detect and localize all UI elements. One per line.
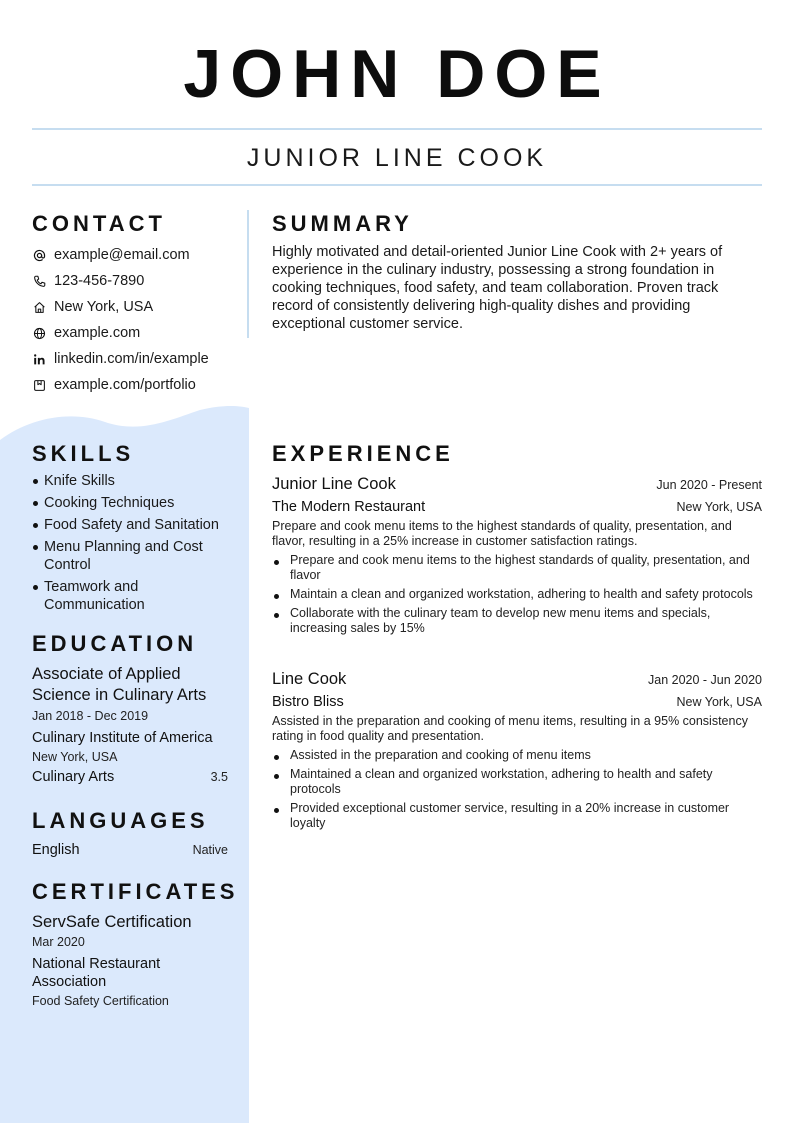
contact-linkedin[interactable] [32, 346, 242, 372]
column-divider [247, 210, 249, 338]
experience-bullet: Assisted in the preparation and cooking of menu items [272, 748, 762, 763]
contact-location [32, 294, 242, 320]
contact-portfolio[interactable] [32, 372, 242, 398]
skill-item: Teamwork and Communication [32, 578, 232, 614]
skill-item: Cooking Techniques [32, 494, 232, 512]
experience-dates: Jan 2020 - Jun 2020 [648, 673, 762, 687]
languages-heading: LANGUAGES [32, 808, 209, 833]
skills-heading: SKILLS [32, 441, 135, 466]
education-dates: Jan 2018 - Dec 2019 [32, 709, 149, 723]
skill-item: Knife Skills [32, 472, 232, 490]
education-gpa: 3.5 [210, 770, 228, 784]
language-level: Native [192, 843, 228, 857]
education-entry [32, 664, 228, 786]
certificate-name: National Restaurant Association [32, 956, 161, 990]
language-row [32, 841, 228, 859]
contact-website[interactable] [32, 320, 242, 346]
experience-bullet: Collaborate with the culinary team to develop new menu items and specials, increasing sales by 15% [272, 606, 762, 636]
experience-bullet: Provided exceptional customer service, resulting in a 20% increase in customer loyalty [272, 801, 762, 831]
summary-heading: SUMMARY [272, 211, 413, 236]
experience-entry [272, 669, 762, 835]
contact-heading: CONTACT [32, 211, 166, 236]
experience-bullet: Maintained a clean and organized workstation, adhering to health and safety protocols [272, 767, 762, 797]
contact-location-text: New York, USA [54, 299, 154, 315]
contact-website-text: example.com [54, 325, 141, 341]
education-field-row [32, 768, 228, 786]
certificates-list [32, 912, 228, 1009]
header-divider-bottom [32, 184, 762, 186]
summary-text: Highly motivated and detail-oriented Junior Line Cook with 2+ years of experience in the culinary industry, possessing a strong foundation in cooking techniques, food safety, and team collaboration. Proven track record of consistently delivering high-quality dishes and providing exceptional customer service. [272, 244, 723, 332]
candidate-name: JOHN DOE [183, 36, 611, 112]
experience-bullets [272, 553, 762, 636]
experience-company: The Modern Restaurant [272, 499, 426, 515]
contact-list [32, 242, 242, 398]
skill-item: Menu Planning and Cost Control [32, 538, 232, 574]
contact-phone[interactable] [32, 268, 242, 294]
certificate-subtitle: Food Safety Certification [32, 994, 169, 1008]
experience-location: New York, USA [676, 500, 762, 514]
language-name: English [32, 842, 80, 858]
experience-role: Line Cook [272, 670, 347, 688]
experience-bullet: Maintain a clean and organized workstation, adhering to health and safety protocols [272, 587, 762, 602]
contact-email-text: example@email.com [54, 247, 190, 263]
at-icon [32, 248, 46, 262]
contact-phone-text: 123-456-7890 [54, 273, 145, 289]
education-school: Culinary Institute of America [32, 730, 213, 746]
education-heading: EDUCATION [32, 631, 198, 656]
education-degree: Associate of Applied Science in Culinary Arts [32, 665, 207, 704]
experience-company: Bistro Bliss [272, 694, 344, 710]
experience-description: Prepare and cook menu items to the highest standards of quality, presentation, and flavor, resulting in a 25% increase in customer satisfaction ratings. [272, 519, 732, 548]
certificate-name: ServSafe Certification [32, 913, 192, 931]
experience-heading: EXPERIENCE [272, 441, 454, 466]
phone-icon [32, 274, 46, 288]
job-title: JUNIOR LINE COOK [246, 144, 548, 172]
contact-portfolio-text: example.com/portfolio [54, 377, 196, 393]
experience-bullets [272, 748, 762, 831]
education-location: New York, USA [32, 750, 118, 764]
skills-list [32, 472, 232, 618]
education-field: Culinary Arts [32, 769, 115, 785]
home-icon [32, 300, 46, 314]
portfolio-icon [32, 378, 46, 392]
skill-item: Food Safety and Sanitation [32, 516, 232, 534]
contact-email[interactable] [32, 242, 242, 268]
globe-icon [32, 326, 46, 340]
experience-location: New York, USA [676, 695, 762, 709]
linkedin-icon [32, 352, 46, 366]
certificate-date: Mar 2020 [32, 935, 85, 949]
experience-dates: Jun 2020 - Present [656, 478, 762, 492]
experience-bullet: Prepare and cook menu items to the highest standards of quality, presentation, and flavor [272, 553, 762, 583]
certificates-heading: CERTIFICATES [32, 879, 239, 904]
experience-description: Assisted in the preparation and cooking of menu items, resulting in a 95% consistency rating in food quality and presentation. [272, 714, 748, 743]
experience-role: Junior Line Cook [272, 475, 396, 493]
header-divider-top [32, 128, 762, 130]
contact-linkedin-text: linkedin.com/in/example [54, 351, 209, 367]
experience-entry [272, 474, 762, 640]
